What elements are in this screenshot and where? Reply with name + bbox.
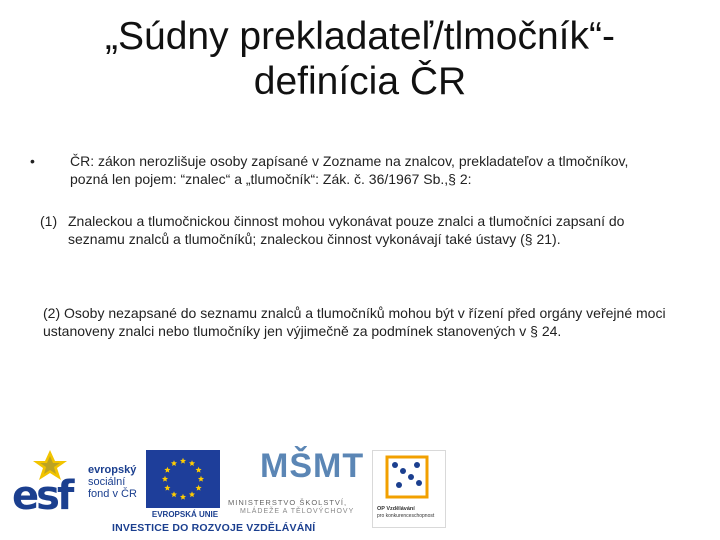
esf-subtitle-line-3: fond v ČR [88, 488, 137, 500]
op-dots-icon [373, 451, 445, 507]
eu-star [180, 494, 186, 500]
esf-logo [10, 448, 138, 528]
footer-slogan: INVESTICE DO ROZVOJE VZDĚLÁVÁNÍ [112, 522, 316, 534]
title-line-1: „Súdny prekladateľ/tlmočník“- [105, 15, 615, 58]
title-line-2: definícia ČR [253, 60, 467, 103]
msmt-caption-line-1: MINISTERSTVO ŠKOLSTVÍ, [228, 498, 348, 507]
eu-star [171, 491, 177, 497]
esf-subtitle-line-1: evropský [88, 464, 137, 476]
eu-star [171, 460, 177, 466]
eu-flag-logo [146, 450, 220, 508]
msmt-caption-line-2: MLÁDEŽE A TĚLOVÝCHOVY [240, 508, 355, 515]
op-caption-line-2: pro konkurenceschopnost [377, 513, 435, 519]
msmt-letters: MŠMT [260, 447, 365, 485]
eu-star [189, 491, 195, 497]
eu-star [198, 476, 204, 482]
eu-star [180, 458, 186, 464]
esf-subtitle [88, 464, 137, 500]
paragraph-2-text: (2) Osoby nezapsané do seznamu znalců a tlumočníků mohou být v řízení před orgány veřejné moci ustanoveny znalci nebo tlumočníky jen výjimečně za podmínek stanovených v § 24. [43, 305, 666, 339]
eu-star [196, 485, 202, 491]
paragraph-1-text: Znaleckou a tlumočnickou činnost mohou vykonávat pouze znalci a tlumočníci zapsaní do seznamu znalců a tlumočníků; znaleckou činnost vykonávají také ústavy (§ 21). [68, 213, 625, 247]
msmt-logo [228, 447, 365, 518]
eu-star [189, 460, 195, 466]
slide-title [40, 14, 680, 104]
eu-caption: EVROPSKÁ UNIE [151, 510, 219, 519]
eu-star [162, 476, 168, 482]
eu-stars-icon [146, 450, 220, 508]
esf-subtitle-line-2: sociální [88, 476, 126, 488]
bullet-symbol: • [30, 153, 35, 169]
paragraph-1-number: (1) [40, 213, 58, 229]
logo-strip [0, 440, 720, 540]
eu-star [164, 467, 170, 473]
esf-wordmark: esf [12, 473, 72, 519]
eu-star [164, 485, 170, 491]
eu-star [196, 467, 202, 473]
bullet-text: ČR: zákon nerozlišuje osoby zapísané v Zozname na znalcov, prekladateľov a tlmočníkov, pozná len pojem: “znalec“ a „tlumočník“: Zák. č. 36/1967 Sb.,§ 2: [70, 153, 629, 187]
op-caption-line-1: OP Vzdělávání [377, 506, 415, 512]
